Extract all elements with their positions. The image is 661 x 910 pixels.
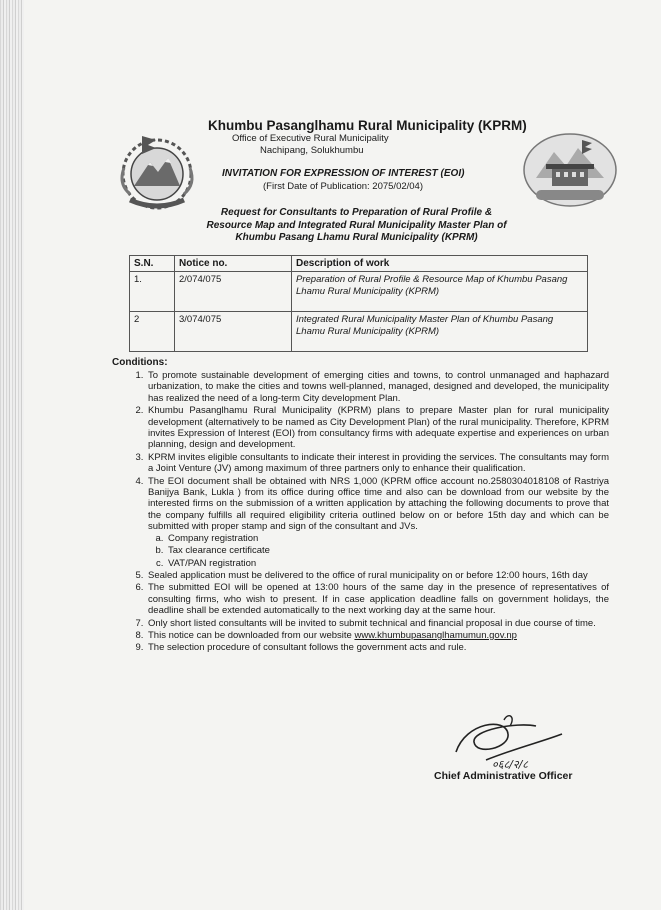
work-description: Preparation of Rural Profile & Resource Map of Khumbu Pasang Lhamu Rural Municipality (KPRM) [292, 272, 588, 312]
nepal-emblem-icon [112, 128, 202, 216]
table-row [130, 272, 588, 312]
work-description: Integrated Rural Municipality Master Plan of Khumbu Pasang Lhamu Rural Municipality (KPRM) [292, 312, 588, 352]
list-item: 1. To promote sustainable development of emerging cities and towns, to control unmanaged and haphazard urbanization, to make the cities and towns well-planned, managed, designed and developed, the municipality has realized the need of a long-term City development Plan. [146, 370, 609, 404]
serial-number: 1. [130, 272, 175, 312]
list-item [146, 476, 609, 569]
condition-text: The EOI document shall be obtained with NRS 1,000 (KPRM office account no.2580304018108 of Rastriya Banijya Bank, Lukla ) from its office during office time and also can be download from our website by the interested firms on the submission of a written application by attaching the following documents to prove that the company fulfills all required eligibility criteria outlined below on or before 15th day and which can be submitted with proper stamp and sign of the consultant and JVs. [148, 475, 609, 533]
signature-date: ०६८/२/८ [492, 758, 529, 770]
list-item: 2. Khumbu Pasanglhamu Rural Municipality (KPRM) plans to prepare Master plan for rural municipality development (alternatively to be named as City Development Plan) of the rural municipality. Therefore, KPRM invites Expression of Interest (EOI) from consultancy firms with adequate expertise and experiences on urban planning, design and development. [146, 405, 609, 451]
condition-text: This notice can be downloaded from our website [148, 629, 355, 641]
request-heading: Request for Consultants to Preparation of Rural Profile & Resource Map and Integrated Rural Municipality Master Plan of Khumbu Pasang Lhamu Rural Municipality (KPRM) [206, 207, 507, 243]
eoi-heading: INVITATION FOR EXPRESSION OF INTEREST (EOI) [222, 168, 465, 179]
website-link[interactable]: www.khumbupasanglhamumun.gov.np [354, 629, 517, 641]
notice-table [129, 255, 588, 352]
publication-date: (First Date of Publication: 2075/02/04) [263, 181, 424, 192]
conditions-list [118, 370, 609, 655]
office-name: Office of Executive Rural Municipality [232, 133, 389, 144]
list-item: 5. Sealed application must be delivered to the office of rural municipality on or before 12:00 hours, 16th day [146, 570, 609, 581]
list-item: c. VAT/PAN registration [166, 558, 609, 569]
column-header: Notice no. [175, 256, 292, 272]
table-row [130, 312, 588, 352]
list-item [146, 630, 609, 641]
signatory-title: Chief Administrative Officer [434, 770, 573, 782]
list-item: a. Company registration [166, 533, 609, 544]
list-item: 3. KPRM invites eligible consultants to indicate their interest in providing the services. The consultants may form a Joint Venture (JV) among maximum of three partners only to enhance their qualification. [146, 452, 609, 475]
column-header: Description of work [292, 256, 588, 272]
serial-number: 2 [130, 312, 175, 352]
conditions-heading: Conditions: [112, 357, 168, 368]
signature [446, 712, 566, 770]
scan-edge [0, 0, 24, 910]
table-header-row [130, 256, 588, 272]
list-item: 6. The submitted EOI will be opened at 13:00 hours of the same day in the presence of representatives of consulting firms, who wish to present. If in case application deadline falls on government holidays, the deadline shall be extended automatically to the next working day at the same hour. [146, 582, 609, 616]
list-item: 9. The selection procedure of consultant follows the government acts and rule. [146, 642, 609, 653]
column-header: S.N. [130, 256, 175, 272]
page-title: Khumbu Pasanglhamu Rural Municipality (KPRM) [208, 118, 527, 133]
list-item: b. Tax clearance certificate [166, 545, 609, 556]
required-documents-list [148, 533, 609, 569]
list-item: 7. Only short listed consultants will be invited to submit technical and financial proposal in due course of time. [146, 618, 609, 629]
office-location: Nachipang, Solukhumbu [260, 145, 364, 156]
notice-number: 2/074/075 [175, 272, 292, 312]
notice-number: 3/074/075 [175, 312, 292, 352]
